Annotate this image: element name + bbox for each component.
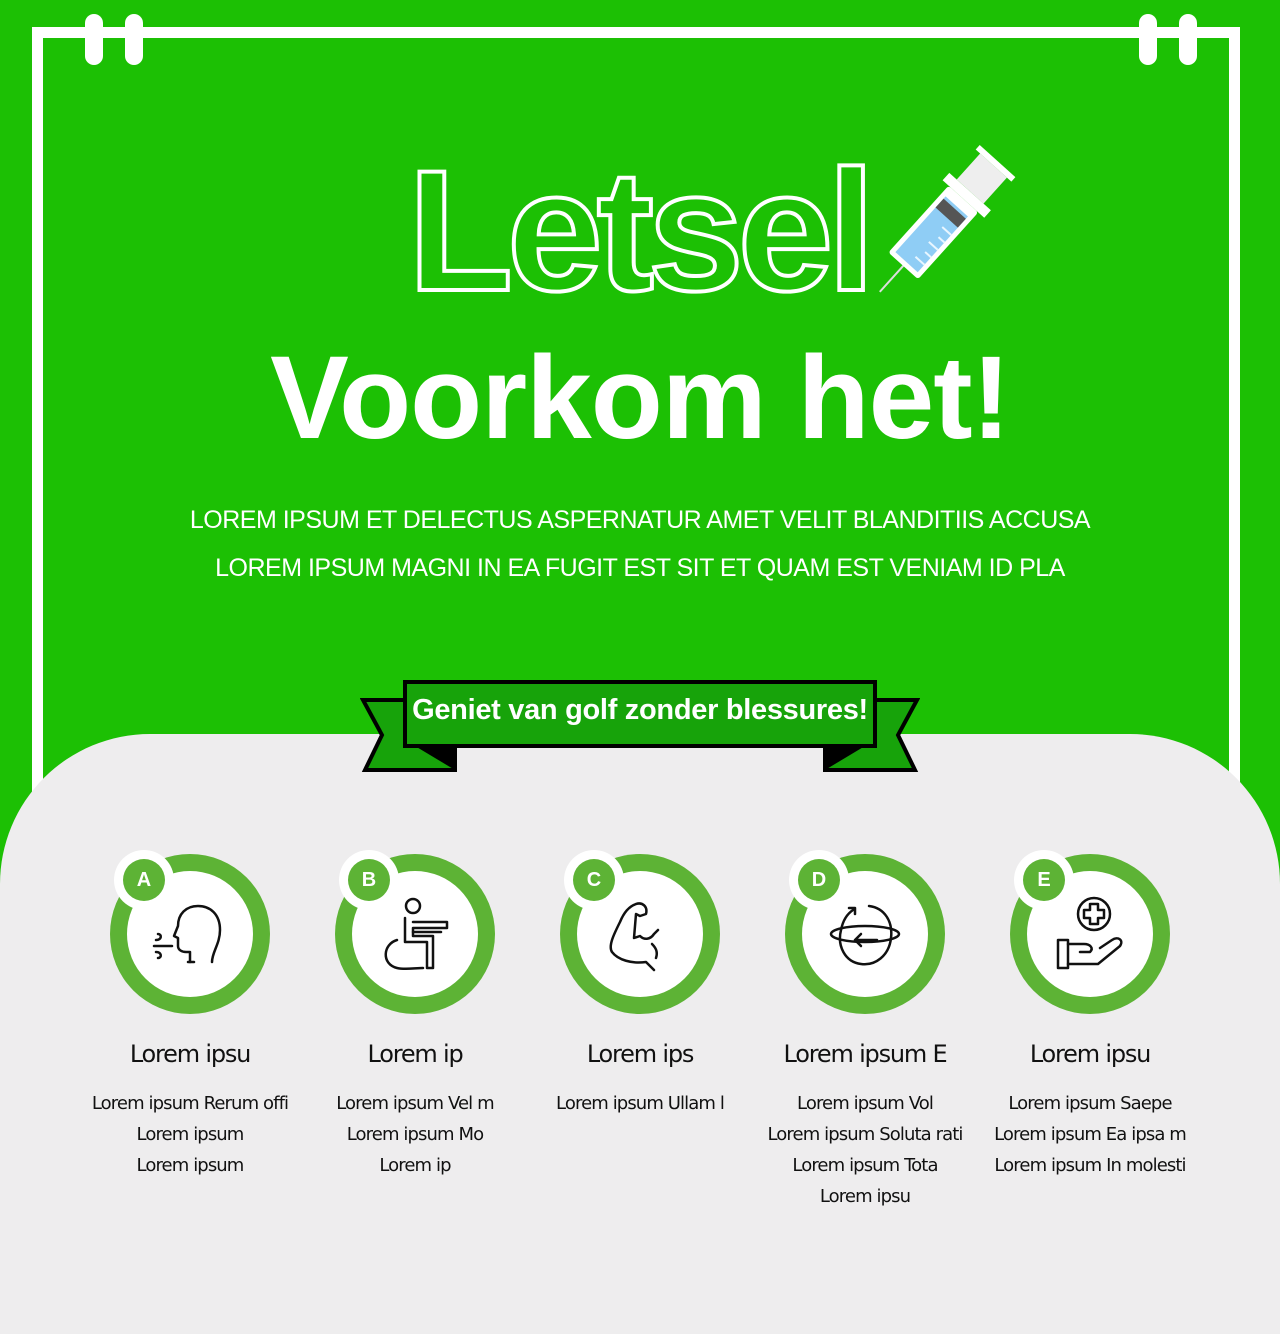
item-line: Lorem ipsum Vol — [797, 1093, 933, 1114]
icon-ring — [1010, 854, 1170, 1014]
badge-c: C — [573, 859, 615, 901]
badge-a: A — [123, 859, 165, 901]
wheelchair-icon — [375, 894, 455, 974]
item-title: Lorem ips — [586, 1040, 694, 1068]
page-title: Voorkom het! — [270, 332, 1010, 464]
item-line: Lorem ipsum Ullam l — [556, 1093, 724, 1114]
flexed-arm-icon — [600, 894, 680, 974]
icon-ring — [110, 854, 270, 1014]
item-title: Lorem ipsu — [129, 1040, 251, 1068]
item-title: Lorem ip — [367, 1040, 463, 1068]
logo — [400, 130, 1040, 320]
icon-ring — [335, 854, 495, 1014]
rotation-sphere-icon — [825, 894, 905, 974]
item-line: Lorem ipsum — [136, 1124, 244, 1145]
badge-d: D — [798, 859, 840, 901]
health-care-hand-icon — [1050, 894, 1130, 974]
frame-hook — [125, 14, 143, 65]
frame-hook — [85, 14, 103, 65]
item-line: Lorem ipsum In molesti — [994, 1155, 1186, 1176]
item-line: Lorem ipsum Rerum offi — [91, 1093, 289, 1114]
badge-e: E — [1023, 859, 1065, 901]
item-description — [940, 1088, 1240, 1181]
subtitle-line: LOREM IPSUM ET DELECTUS ASPERNATUR AMET VELIT BLANDITIIS ACCUSA — [189, 506, 1091, 534]
badge-b: B — [348, 859, 390, 901]
item-line: Lorem ipsum Vel m — [336, 1093, 494, 1114]
item-line: Lorem ipsum Tota — [792, 1155, 938, 1176]
item-title: Lorem ipsu — [1029, 1040, 1151, 1068]
item-line: Lorem ipsum Mo — [346, 1124, 484, 1145]
item-line: Lorem ipsum Ea ipsa m — [994, 1124, 1186, 1145]
item-line: Lorem ipsum — [136, 1155, 244, 1176]
icon-ring — [785, 854, 945, 1014]
feature-list — [0, 850, 1280, 1270]
frame-hook — [1179, 14, 1197, 65]
item-line: Lorem ip — [379, 1155, 451, 1176]
item-line: Lorem ipsu — [819, 1186, 911, 1207]
item-line: Lorem ipsum Soluta rati — [767, 1124, 963, 1145]
item-title: Lorem ipsum E — [783, 1040, 947, 1068]
icon-ring — [560, 854, 720, 1014]
item-line: Lorem ipsum Saepe — [1008, 1093, 1172, 1114]
frame-hook — [1139, 14, 1157, 65]
syringe-icon — [830, 130, 1050, 320]
ribbon-text: Geniet van golf zonder blessures! — [412, 694, 868, 726]
subtitle-line: LOREM IPSUM MAGNI IN EA FUGIT EST SIT ET QUAM EST VENIAM ID PLA — [215, 554, 1065, 582]
logo-text: Letsel — [408, 135, 870, 320]
breathing-head-icon — [150, 894, 230, 974]
